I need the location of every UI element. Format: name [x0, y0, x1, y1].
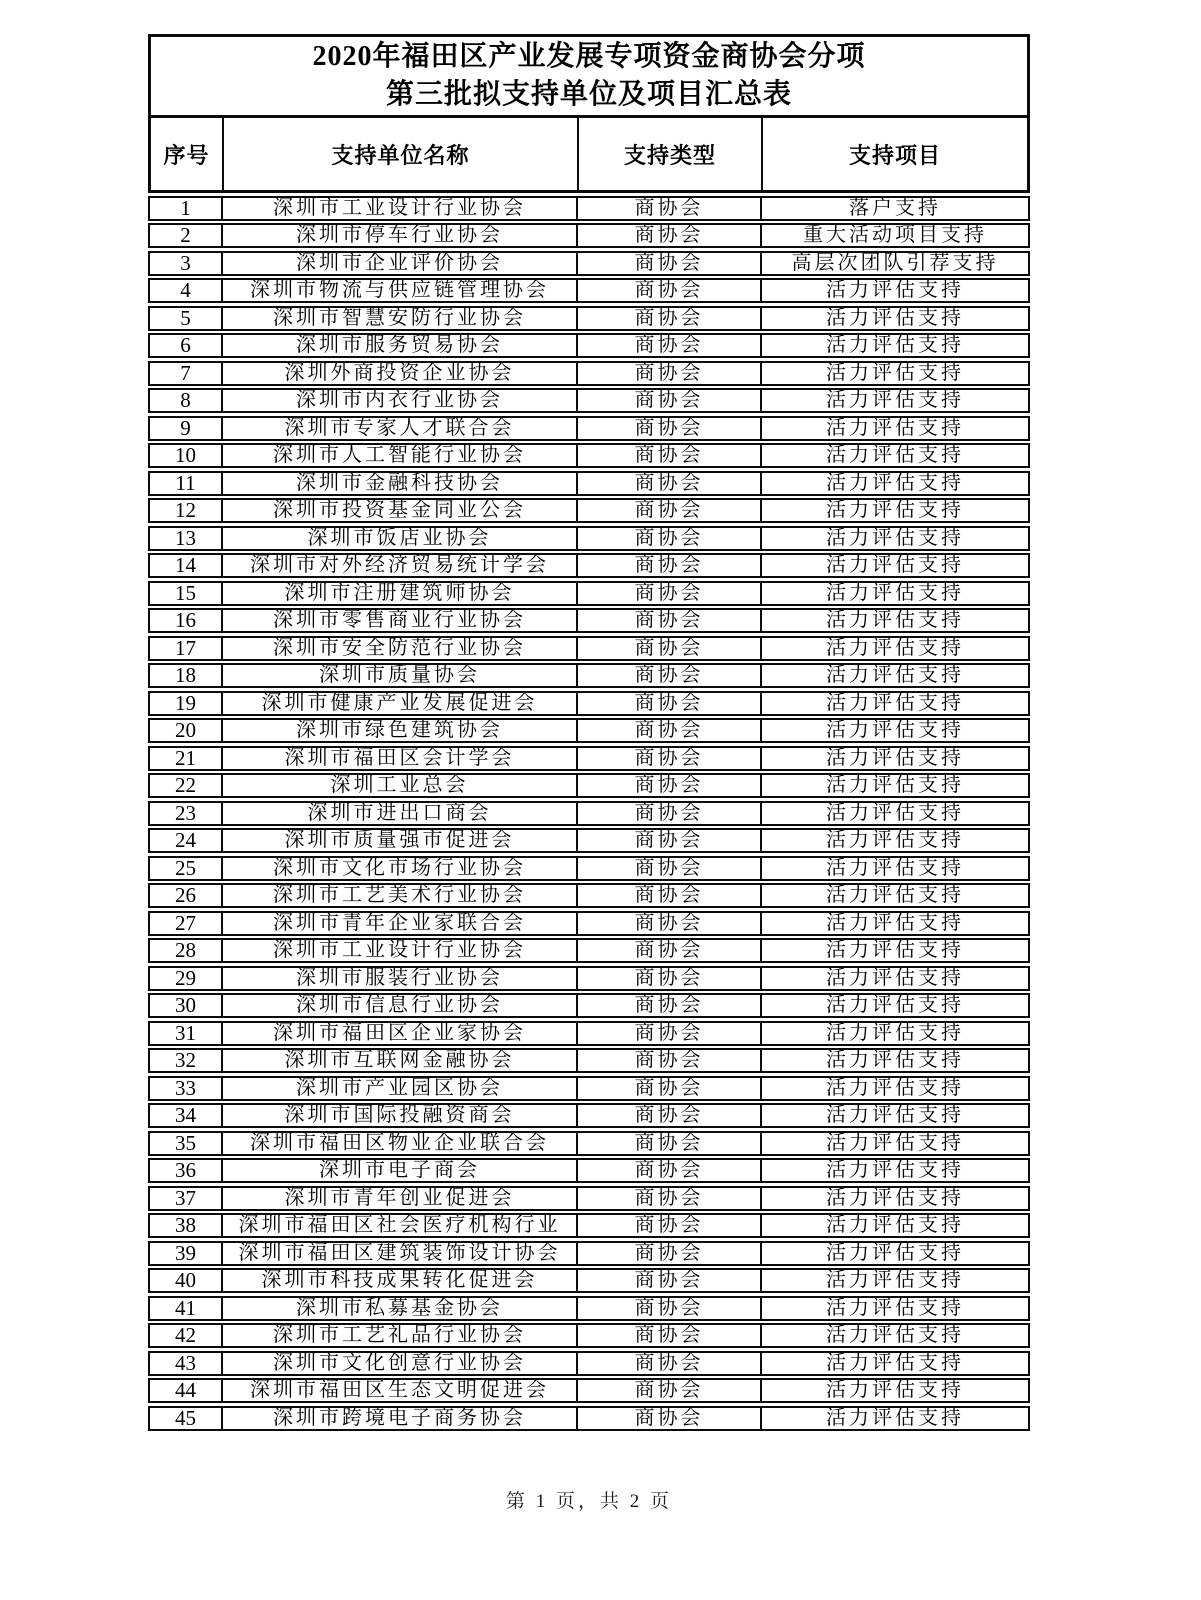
cell-support-type: 商协会	[578, 500, 762, 521]
table-row	[148, 1103, 1030, 1128]
cell-support-project: 活力评估支持	[826, 1352, 964, 1374]
cell-support-type: 商协会	[578, 198, 762, 219]
cell-support-project: 活力评估支持	[826, 1050, 964, 1071]
cell-row-number: 43	[150, 1353, 223, 1374]
cell-row-number: 44	[150, 1380, 223, 1401]
cell-unit-name: 深圳市工艺美术行业协会	[223, 885, 578, 906]
table-header	[148, 118, 1030, 193]
cell-row-number: 10	[150, 445, 223, 466]
title-line-1: 2020年福田区产业发展专项资金商协会分项	[312, 41, 866, 72]
cell-support-type: 商协会	[578, 363, 762, 384]
cell-support-type: 商协会	[578, 1298, 762, 1319]
table-row	[148, 361, 1030, 386]
cell-support-type: 商协会	[578, 225, 762, 246]
cell-row-number: 23	[150, 803, 223, 824]
cell-unit-name: 深圳市健康产业发展促进会	[223, 693, 578, 714]
table-row	[148, 773, 1030, 798]
table-row	[148, 1131, 1030, 1156]
cell-row-number: 26	[150, 885, 223, 906]
cell-row-number: 39	[150, 1243, 223, 1264]
cell-unit-name: 深圳市信息行业协会	[223, 995, 578, 1016]
cell-unit-name: 深圳市企业评价协会	[223, 253, 578, 274]
cell-support-type: 商协会	[578, 253, 762, 274]
cell-support-project: 重大活动项目支持	[803, 225, 987, 246]
cell-support-project: 活力评估支持	[826, 307, 964, 329]
cell-support-project: 活力评估支持	[826, 472, 964, 494]
cell-row-number: 18	[150, 665, 223, 686]
cell-support-type: 商协会	[578, 940, 762, 961]
table-row	[148, 1213, 1030, 1238]
cell-unit-name: 深圳市私募基金协会	[223, 1298, 578, 1319]
table-row	[148, 938, 1030, 963]
table-row	[148, 856, 1030, 881]
cell-support-project: 活力评估支持	[826, 582, 964, 604]
cell-support-project: 活力评估支持	[826, 335, 964, 356]
cell-unit-name: 深圳市智慧安防行业协会	[223, 308, 578, 329]
cell-support-project: 活力评估支持	[826, 720, 964, 741]
cell-unit-name: 深圳市产业园区协会	[223, 1078, 578, 1099]
table-row	[148, 223, 1030, 248]
cell-unit-name: 深圳市服务贸易协会	[223, 335, 578, 356]
cell-support-project: 活力评估支持	[826, 1270, 964, 1291]
cell-unit-name: 深圳市科技成果转化促进会	[223, 1270, 578, 1291]
cell-support-type: 商协会	[578, 1050, 762, 1071]
table-row	[148, 966, 1030, 991]
table-row	[148, 251, 1030, 276]
cell-unit-name: 深圳市互联网金融协会	[223, 1050, 578, 1071]
cell-support-project: 活力评估支持	[826, 280, 964, 301]
cell-unit-name: 深圳市福田区建筑装饰设计协会	[223, 1243, 578, 1264]
table-row	[148, 801, 1030, 826]
cell-support-project: 活力评估支持	[826, 967, 964, 989]
table-row	[148, 471, 1030, 496]
cell-unit-name: 深圳市福田区社会医疗机构行业	[223, 1215, 578, 1236]
cell-support-project: 活力评估支持	[826, 500, 964, 521]
cell-unit-name: 深圳市内衣行业协会	[223, 390, 578, 411]
cell-support-project: 活力评估支持	[826, 747, 964, 769]
cell-support-project: 活力评估支持	[826, 802, 964, 824]
cell-unit-name: 深圳市投资基金同业公会	[223, 500, 578, 521]
table-body	[148, 196, 1030, 1431]
cell-support-project: 活力评估支持	[826, 1325, 964, 1346]
table-row	[148, 306, 1030, 331]
cell-support-type: 商协会	[578, 1325, 762, 1346]
cell-support-project: 活力评估支持	[826, 527, 964, 549]
cell-support-type: 商协会	[578, 830, 762, 851]
cell-row-number: 3	[150, 253, 223, 274]
cell-support-project: 活力评估支持	[826, 417, 964, 439]
cell-support-type: 商协会	[578, 968, 762, 989]
title-line-2: 第三批拟支持单位及项目汇总表	[385, 79, 792, 110]
cell-support-type: 商协会	[578, 390, 762, 411]
cell-row-number: 8	[150, 390, 223, 411]
cell-unit-name: 深圳工业总会	[223, 775, 578, 796]
cell-row-number: 9	[150, 418, 223, 439]
cell-unit-name: 深圳市文化市场行业协会	[223, 858, 578, 879]
table-row	[148, 1378, 1030, 1403]
cell-row-number: 45	[150, 1408, 223, 1429]
cell-row-number: 35	[150, 1133, 223, 1154]
cell-support-type: 商协会	[578, 1133, 762, 1154]
cell-row-number: 29	[150, 968, 223, 989]
cell-unit-name: 深圳市文化创意行业协会	[223, 1353, 578, 1374]
page-footer: 第 1 页，共 2 页	[505, 1491, 672, 1512]
table-row	[148, 1296, 1030, 1321]
table-row	[148, 691, 1030, 716]
cell-row-number: 2	[150, 225, 223, 246]
cell-support-project: 活力评估支持	[826, 857, 964, 879]
cell-support-type: 商协会	[578, 720, 762, 741]
cell-unit-name: 深圳市物流与供应链管理协会	[223, 280, 578, 301]
table-row	[148, 388, 1030, 413]
cell-support-project: 活力评估支持	[826, 665, 964, 686]
table-row	[148, 663, 1030, 688]
cell-unit-name: 深圳市福田区生态文明促进会	[223, 1380, 578, 1401]
cell-unit-name: 深圳市停车行业协会	[223, 225, 578, 246]
cell-support-project: 活力评估支持	[826, 555, 964, 576]
cell-unit-name: 深圳外商投资企业协会	[223, 363, 578, 384]
cell-row-number: 19	[150, 693, 223, 714]
table-row	[148, 718, 1030, 743]
cell-row-number: 41	[150, 1298, 223, 1319]
cell-support-project: 落户支持	[849, 197, 941, 219]
table-row	[148, 1021, 1030, 1046]
cell-row-number: 12	[150, 500, 223, 521]
table-row	[148, 196, 1030, 221]
cell-support-type: 商协会	[578, 1078, 762, 1099]
cell-row-number: 37	[150, 1188, 223, 1209]
cell-support-type: 商协会	[578, 473, 762, 494]
cell-support-project: 活力评估支持	[826, 940, 964, 961]
cell-unit-name: 深圳市饭店业协会	[223, 528, 578, 549]
cell-row-number: 32	[150, 1050, 223, 1071]
cell-row-number: 22	[150, 775, 223, 796]
cell-support-type: 商协会	[578, 748, 762, 769]
cell-support-type: 商协会	[578, 1215, 762, 1236]
header-cell-type: 支持类型	[579, 118, 763, 190]
cell-row-number: 13	[150, 528, 223, 549]
cell-row-number: 16	[150, 610, 223, 631]
cell-support-project: 活力评估支持	[826, 912, 964, 934]
cell-support-project: 活力评估支持	[826, 775, 964, 796]
cell-support-project: 活力评估支持	[826, 445, 964, 466]
cell-unit-name: 深圳市福田区物业企业联合会	[223, 1133, 578, 1154]
document-sheet	[148, 34, 1030, 1431]
cell-row-number: 24	[150, 830, 223, 851]
table-row	[148, 498, 1030, 523]
cell-unit-name: 深圳市福田区会计学会	[223, 748, 578, 769]
cell-support-type: 商协会	[578, 665, 762, 686]
cell-support-project: 活力评估支持	[826, 1022, 964, 1044]
cell-row-number: 17	[150, 638, 223, 659]
cell-unit-name: 深圳市进出口商会	[223, 803, 578, 824]
cell-row-number: 4	[150, 280, 223, 301]
table-row	[148, 1351, 1030, 1376]
table-row	[148, 416, 1030, 441]
table-row	[148, 1241, 1030, 1266]
cell-support-project: 活力评估支持	[826, 1407, 964, 1429]
cell-row-number: 20	[150, 720, 223, 741]
cell-row-number: 31	[150, 1023, 223, 1044]
cell-support-project: 活力评估支持	[826, 885, 964, 906]
cell-row-number: 25	[150, 858, 223, 879]
table-row	[148, 1406, 1030, 1431]
cell-unit-name: 深圳市金融科技协会	[223, 473, 578, 494]
cell-unit-name: 深圳市零售商业行业协会	[223, 610, 578, 631]
table-row	[148, 553, 1030, 578]
cell-support-type: 商协会	[578, 280, 762, 301]
cell-support-project: 活力评估支持	[826, 610, 964, 631]
cell-support-type: 商协会	[578, 1353, 762, 1374]
cell-row-number: 34	[150, 1105, 223, 1126]
table-row	[148, 1158, 1030, 1183]
cell-support-project: 活力评估支持	[826, 692, 964, 714]
table-row	[148, 1048, 1030, 1073]
cell-unit-name: 深圳市专家人才联合会	[223, 418, 578, 439]
cell-support-type: 商协会	[578, 803, 762, 824]
cell-support-project: 活力评估支持	[826, 830, 964, 851]
cell-support-type: 商协会	[578, 308, 762, 329]
cell-unit-name: 深圳市工业设计行业协会	[223, 198, 578, 219]
cell-support-type: 商协会	[578, 555, 762, 576]
cell-row-number: 6	[150, 335, 223, 356]
cell-row-number: 5	[150, 308, 223, 329]
cell-unit-name: 深圳市对外经济贸易统计学会	[223, 555, 578, 576]
cell-support-project: 活力评估支持	[826, 1132, 964, 1154]
cell-support-project: 活力评估支持	[826, 1105, 964, 1126]
table-row	[148, 1186, 1030, 1211]
cell-row-number: 7	[150, 363, 223, 384]
table-row	[148, 828, 1030, 853]
cell-row-number: 11	[150, 473, 223, 494]
cell-support-project: 活力评估支持	[826, 1380, 964, 1401]
cell-support-type: 商协会	[578, 913, 762, 934]
cell-unit-name: 深圳市国际投融资商会	[223, 1105, 578, 1126]
cell-support-project: 活力评估支持	[826, 1215, 964, 1236]
cell-support-type: 商协会	[578, 995, 762, 1016]
cell-row-number: 30	[150, 995, 223, 1016]
cell-unit-name: 深圳市人工智能行业协会	[223, 445, 578, 466]
table-row	[148, 581, 1030, 606]
cell-support-type: 商协会	[578, 1160, 762, 1181]
cell-unit-name: 深圳市跨境电子商务协会	[223, 1408, 578, 1429]
cell-row-number: 42	[150, 1325, 223, 1346]
cell-unit-name: 深圳市青年企业家联合会	[223, 913, 578, 934]
table-row	[148, 746, 1030, 771]
cell-support-type: 商协会	[578, 528, 762, 549]
cell-support-type: 商协会	[578, 1408, 762, 1429]
cell-support-type: 商协会	[578, 1380, 762, 1401]
cell-unit-name: 深圳市工业设计行业协会	[223, 940, 578, 961]
cell-row-number: 14	[150, 555, 223, 576]
cell-unit-name: 深圳市电子商会	[223, 1160, 578, 1181]
cell-row-number: 15	[150, 583, 223, 604]
cell-support-type: 商协会	[578, 610, 762, 631]
header-cell-no: 序号	[151, 118, 224, 190]
cell-row-number: 38	[150, 1215, 223, 1236]
table-row	[148, 526, 1030, 551]
cell-support-type: 商协会	[578, 693, 762, 714]
cell-row-number: 33	[150, 1078, 223, 1099]
table-row	[148, 1268, 1030, 1293]
cell-unit-name: 深圳市质量强市促进会	[223, 830, 578, 851]
cell-row-number: 40	[150, 1270, 223, 1291]
cell-support-type: 商协会	[578, 858, 762, 879]
cell-support-type: 商协会	[578, 1243, 762, 1264]
cell-row-number: 1	[150, 198, 223, 219]
cell-support-project: 活力评估支持	[826, 1077, 964, 1099]
cell-support-type: 商协会	[578, 1188, 762, 1209]
cell-unit-name: 深圳市绿色建筑协会	[223, 720, 578, 741]
header-cell-project: 支持项目	[848, 142, 941, 168]
table-row	[148, 1076, 1030, 1101]
cell-unit-name: 深圳市安全防范行业协会	[223, 638, 578, 659]
document-title	[148, 34, 1030, 118]
cell-support-type: 商协会	[578, 775, 762, 796]
cell-support-project: 活力评估支持	[826, 995, 964, 1016]
cell-unit-name: 深圳市工艺礼品行业协会	[223, 1325, 578, 1346]
table-row	[148, 911, 1030, 936]
cell-support-type: 商协会	[578, 418, 762, 439]
cell-support-type: 商协会	[578, 335, 762, 356]
cell-row-number: 21	[150, 748, 223, 769]
cell-support-type: 商协会	[578, 638, 762, 659]
cell-support-project: 高层次团队引荐支持	[791, 252, 999, 274]
table-row	[148, 278, 1030, 303]
cell-unit-name: 深圳市青年创业促进会	[223, 1188, 578, 1209]
table-row	[148, 333, 1030, 358]
cell-support-type: 商协会	[578, 1105, 762, 1126]
cell-support-project: 活力评估支持	[826, 1297, 964, 1319]
cell-unit-name: 深圳市注册建筑师协会	[223, 583, 578, 604]
cell-support-type: 商协会	[578, 885, 762, 906]
header-cell-unit: 支持单位名称	[224, 118, 579, 190]
table-row	[148, 883, 1030, 908]
cell-support-type: 商协会	[578, 445, 762, 466]
cell-unit-name: 深圳市质量协会	[223, 665, 578, 686]
cell-support-project: 活力评估支持	[826, 1160, 964, 1181]
table-row	[148, 636, 1030, 661]
cell-support-project: 活力评估支持	[826, 362, 964, 384]
cell-support-type: 商协会	[578, 583, 762, 604]
cell-row-number: 28	[150, 940, 223, 961]
table-row	[148, 443, 1030, 468]
cell-support-project: 活力评估支持	[826, 390, 964, 411]
cell-row-number: 36	[150, 1160, 223, 1181]
table-row	[148, 993, 1030, 1018]
cell-row-number: 27	[150, 913, 223, 934]
cell-support-project: 活力评估支持	[826, 637, 964, 659]
cell-support-type: 商协会	[578, 1023, 762, 1044]
cell-unit-name: 深圳市福田区企业家协会	[223, 1023, 578, 1044]
table-row	[148, 1323, 1030, 1348]
cell-unit-name: 深圳市服装行业协会	[223, 968, 578, 989]
cell-support-project: 活力评估支持	[826, 1187, 964, 1209]
table-row	[148, 608, 1030, 633]
cell-support-type: 商协会	[578, 1270, 762, 1291]
cell-support-project: 活力评估支持	[826, 1242, 964, 1264]
